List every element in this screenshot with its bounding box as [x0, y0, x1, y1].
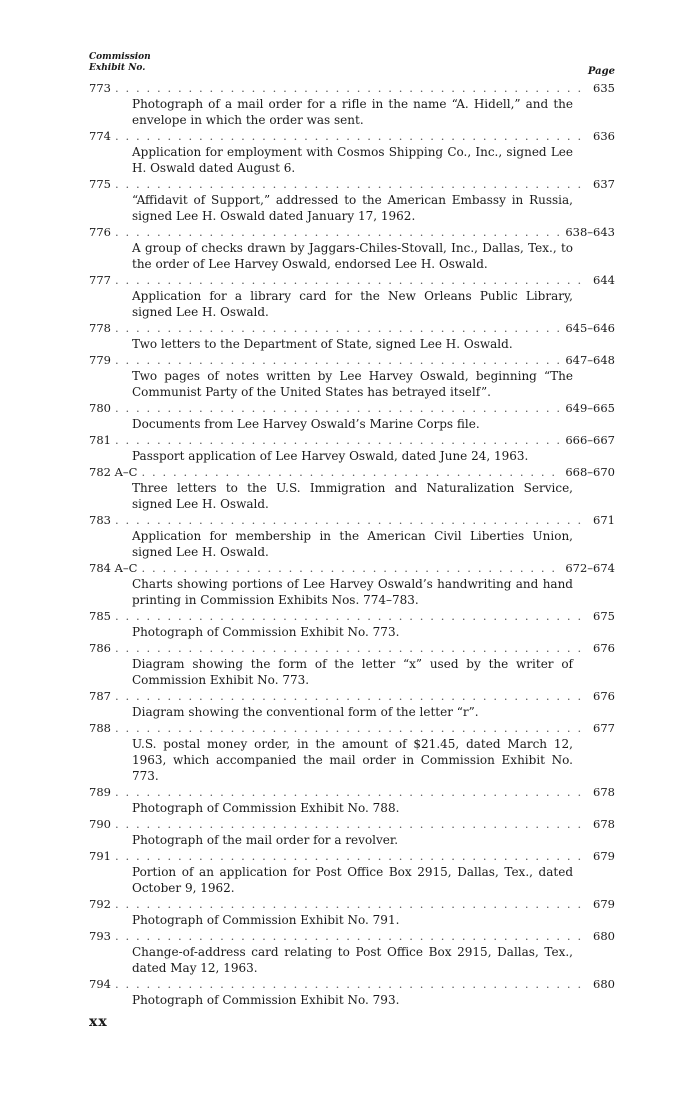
- exhibit-description: Application for a library card for the New Orleans Public Library, signed Lee H. Oswald.: [132, 289, 573, 319]
- exhibit-entry-heading: [89, 352, 615, 368]
- exhibit-entry-heading: [89, 464, 615, 480]
- exhibit-number: 783: [89, 513, 111, 527]
- exhibit-index-page: [89, 52, 615, 1008]
- exhibit-description: Photograph of Commission Exhibit No. 788.: [132, 801, 400, 815]
- exhibit-entry-heading: [89, 224, 615, 240]
- exhibit-description: Diagram showing the form of the letter “x” used by the writer of Commission Exhibit No. 773.: [132, 657, 573, 687]
- dot-leader: [115, 848, 589, 864]
- page-reference: 636: [593, 129, 615, 143]
- exhibit-description: Charts showing portions of Lee Harvey Oswald’s handwriting and hand printing in Commission Exhibits Nos. 774–783.: [132, 577, 573, 607]
- dot-leader: [115, 640, 589, 656]
- dot-leader: [115, 784, 589, 800]
- exhibit-number: 794: [89, 977, 111, 991]
- exhibit-entry: [89, 272, 615, 320]
- exhibit-description: Photograph of Commission Exhibit No. 791.: [132, 913, 400, 927]
- page-reference: 668–670: [565, 465, 615, 479]
- exhibit-entry-heading: [89, 272, 615, 288]
- exhibit-entry-heading: [89, 400, 615, 416]
- dot-leader: [115, 320, 561, 336]
- exhibit-entry: [89, 640, 615, 688]
- exhibit-entry-heading: [89, 720, 615, 736]
- exhibit-description: Two pages of notes written by Lee Harvey Oswald, beginning “The Communist Party of the United States has betrayed itself”.: [132, 369, 573, 399]
- exhibit-entry: [89, 320, 615, 352]
- exhibit-description: Photograph of Commission Exhibit No. 773.: [132, 625, 400, 639]
- exhibit-entry: [89, 400, 615, 432]
- dot-leader: [115, 352, 561, 368]
- exhibit-entry: [89, 720, 615, 784]
- page-reference: 675: [593, 609, 615, 623]
- exhibit-entry: [89, 432, 615, 464]
- dot-leader: [115, 720, 589, 736]
- exhibit-entry-heading: [89, 432, 615, 448]
- dot-leader: [115, 688, 589, 704]
- dot-leader: [115, 608, 589, 624]
- exhibit-entry-heading: [89, 560, 615, 576]
- page-reference: 676: [593, 689, 615, 703]
- exhibit-number: 779: [89, 353, 111, 367]
- exhibit-description: Diagram showing the conventional form of the letter “r”.: [132, 705, 479, 719]
- dot-leader: [115, 816, 589, 832]
- page-reference: 645–646: [565, 321, 615, 335]
- exhibit-entry: [89, 928, 615, 976]
- exhibit-entry: [89, 896, 615, 928]
- page-reference: 649–665: [565, 401, 615, 415]
- exhibit-number: 788: [89, 721, 111, 735]
- page-reference: 678: [593, 817, 615, 831]
- page-number: xx: [89, 1014, 108, 1030]
- exhibit-description: Three letters to the U.S. Immigration and Naturalization Service, signed Lee H. Oswald.: [132, 481, 573, 511]
- exhibit-entry: [89, 512, 615, 560]
- exhibit-description: Photograph of a mail order for a rifle in the name “A. Hidell,” and the envelope in which the order was sent.: [132, 97, 573, 127]
- exhibit-description: Passport application of Lee Harvey Oswald, dated June 24, 1963.: [132, 449, 529, 463]
- exhibit-entry: [89, 464, 615, 512]
- exhibit-entry: [89, 608, 615, 640]
- exhibit-number: 785: [89, 609, 111, 623]
- column-header: [89, 52, 615, 80]
- exhibit-entry: [89, 976, 615, 1008]
- page-reference: 680: [593, 929, 615, 943]
- page-reference: 679: [593, 897, 615, 911]
- dot-leader: [115, 896, 589, 912]
- exhibit-entry: [89, 848, 615, 896]
- exhibit-number: 784 A–C: [89, 561, 138, 575]
- exhibit-entry-heading: [89, 608, 615, 624]
- dot-leader: [115, 272, 589, 288]
- exhibit-description: Photograph of the mail order for a revolver.: [132, 833, 399, 847]
- exhibit-entry: [89, 224, 615, 272]
- exhibit-list: [89, 80, 615, 1008]
- exhibit-entry-heading: [89, 176, 615, 192]
- exhibit-heading-line2: Exhibit No.: [89, 63, 146, 73]
- page-reference: 679: [593, 849, 615, 863]
- exhibit-entry-heading: [89, 816, 615, 832]
- exhibit-entry-heading: [89, 688, 615, 704]
- exhibit-entry: [89, 560, 615, 608]
- page-reference: 638–643: [565, 225, 615, 239]
- exhibit-column-heading: [89, 52, 151, 74]
- page-reference: 637: [593, 177, 615, 191]
- exhibit-heading-line1: Commission: [89, 52, 151, 62]
- page-reference: 647–648: [565, 353, 615, 367]
- exhibit-entry-heading: [89, 80, 615, 96]
- exhibit-entry-heading: [89, 128, 615, 144]
- exhibit-entry: [89, 784, 615, 816]
- exhibit-description: A group of checks drawn by Jaggars-Chiles-Stovall, Inc., Dallas, Tex., to the order of Lee Harvey Oswald, endorsed Lee H. Oswald.: [132, 241, 573, 271]
- exhibit-entry-heading: [89, 976, 615, 992]
- exhibit-number: 789: [89, 785, 111, 799]
- exhibit-number: 793: [89, 929, 111, 943]
- exhibit-entry-heading: [89, 896, 615, 912]
- dot-leader: [115, 80, 589, 96]
- exhibit-number: 774: [89, 129, 111, 143]
- page-reference: 635: [593, 81, 615, 95]
- page-reference: 672–674: [565, 561, 615, 575]
- exhibit-number: 776: [89, 225, 111, 239]
- exhibit-number: 780: [89, 401, 111, 415]
- dot-leader: [115, 512, 589, 528]
- exhibit-description: Documents from Lee Harvey Oswald’s Marine Corps file.: [132, 417, 480, 431]
- dot-leader: [115, 176, 589, 192]
- exhibit-entry-heading: [89, 928, 615, 944]
- dot-leader: [115, 224, 561, 240]
- exhibit-entry: [89, 816, 615, 848]
- exhibit-description: Change-of-address card relating to Post Office Box 2915, Dallas, Tex., dated May 12, 1963.: [132, 945, 573, 975]
- exhibit-number: 782 A–C: [89, 465, 138, 479]
- dot-leader: [115, 128, 589, 144]
- exhibit-number: 791: [89, 849, 111, 863]
- exhibit-description: Photograph of Commission Exhibit No. 793.: [132, 993, 400, 1007]
- page-reference: 644: [593, 273, 615, 287]
- exhibit-number: 786: [89, 641, 111, 655]
- dot-leader: [115, 400, 561, 416]
- exhibit-number: 777: [89, 273, 111, 287]
- exhibit-entry: [89, 176, 615, 224]
- exhibit-number: 778: [89, 321, 111, 335]
- exhibit-number: 775: [89, 177, 111, 191]
- dot-leader: [115, 976, 589, 992]
- exhibit-description: “Affidavit of Support,” addressed to the American Embassy in Russia, signed Lee H. Oswald dated January 17, 1962.: [132, 193, 573, 223]
- page-column-heading: Page: [587, 66, 615, 77]
- exhibit-description: U.S. postal money order, in the amount of $21.45, dated March 12, 1963, which accompanied the mail order in Commission Exhibit No. 773.: [132, 737, 573, 783]
- exhibit-entry: [89, 80, 615, 128]
- exhibit-number: 790: [89, 817, 111, 831]
- exhibit-entry: [89, 352, 615, 400]
- exhibit-description: Portion of an application for Post Office Box 2915, Dallas, Tex., dated October 9, 1962.: [132, 865, 573, 895]
- exhibit-description: Application for employment with Cosmos Shipping Co., Inc., signed Lee H. Oswald dated August 6.: [132, 145, 573, 175]
- page-reference: 676: [593, 641, 615, 655]
- page-reference: 677: [593, 721, 615, 735]
- exhibit-number: 787: [89, 689, 111, 703]
- dot-leader: [115, 432, 561, 448]
- exhibit-number: 773: [89, 81, 111, 95]
- exhibit-entry-heading: [89, 784, 615, 800]
- exhibit-entry-heading: [89, 640, 615, 656]
- exhibit-entry: [89, 688, 615, 720]
- exhibit-entry-heading: [89, 512, 615, 528]
- exhibit-number: 781: [89, 433, 111, 447]
- exhibit-description: Application for membership in the American Civil Liberties Union, signed Lee H. Oswald.: [132, 529, 573, 559]
- exhibit-description: Two letters to the Department of State, signed Lee H. Oswald.: [132, 337, 513, 351]
- page-reference: 678: [593, 785, 615, 799]
- exhibit-entry-heading: [89, 320, 615, 336]
- exhibit-entry-heading: [89, 848, 615, 864]
- dot-leader: [115, 928, 589, 944]
- dot-leader: [141, 464, 561, 480]
- page-reference: 666–667: [565, 433, 615, 447]
- exhibit-number: 792: [89, 897, 111, 911]
- exhibit-entry: [89, 128, 615, 176]
- dot-leader: [141, 560, 561, 576]
- page-reference: 680: [593, 977, 615, 991]
- page-reference: 671: [593, 513, 615, 527]
